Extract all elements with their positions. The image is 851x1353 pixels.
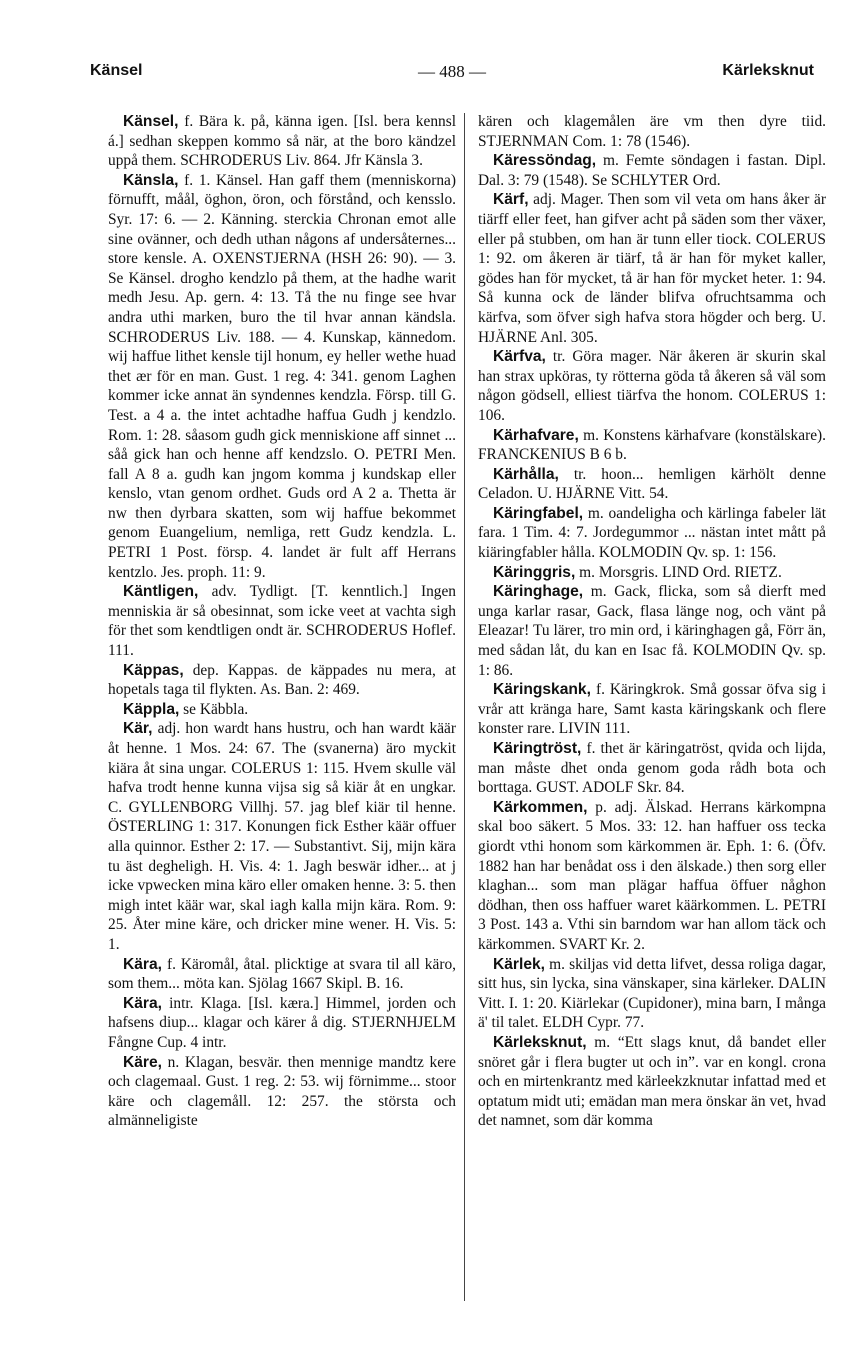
entry-body: m. oandeligha och kärlinga fabeler lät fara. 1 Tim. 4: 7. Jordegummor ... nästan intet mått på kiäringfabler hålla. KOLMODIN Qv. sp. 1: 156. bbox=[478, 504, 826, 562]
right-column bbox=[478, 112, 826, 1312]
dictionary-entry bbox=[108, 994, 456, 1053]
dictionary-entry bbox=[108, 171, 456, 582]
entry-body: m. Konstens kärhafvare (konstälskare). FRANCKENIUS B 6 b. bbox=[478, 426, 826, 464]
dictionary-entry bbox=[478, 190, 826, 347]
entry-body: adv. Tydligt. [T. kenntlich.] Ingen menniskia är så obesinnat, som icke veet at vachta sigh för thet som kendtligen ondt är. SCHRODERUS Hoflef. 111. bbox=[108, 583, 456, 660]
entry-body: m. “Ett slags knut, då bandet eller snöret går i flera bugter ut och in”. var en kongl. crona och en mirtenkrantz med kärleekzknutar infattad med et optatum midt uti; emädan man mera önskar än vet, hvad det namnet, som där komma bbox=[478, 1033, 826, 1130]
header-left-guideword: Känsel bbox=[90, 62, 143, 79]
dictionary-entry bbox=[108, 700, 456, 720]
entry-body: f. thet är käringatröst, qvida och lijda, man måste dhet onda genom goda rådh bota och borttaga. GUST. ADOLF Skr. 84. bbox=[478, 740, 826, 797]
headword: Kärlek, bbox=[493, 955, 546, 973]
dictionary-entry bbox=[478, 739, 826, 798]
headword: Käppas, bbox=[123, 661, 184, 679]
entry-body: m. skiljas vid detta lifvet, dessa roliga dagar, sitt hus, sin lycka, sina vänskaper, sina kärleker. DALIN Vitt. I. 1: 20. Kiärlekar (Cupidoner), mina barn, I många ä' til talet. ELDH Cypr. 77. bbox=[478, 955, 826, 1032]
entry-body: intr. Klaga. [Isl. kæra.] Himmel, jorden och hafsens diup... klagar och kärer å dig. STJERNHJELM Fångne Cup. 4 intr. bbox=[108, 994, 456, 1051]
entry-body: f. Käringkrok. Små gossar öfva sig i vrår att kränga hare, Samt kasta käringskank och flere konster rare. LIVIN 111. bbox=[478, 681, 826, 738]
left-column bbox=[108, 112, 456, 1312]
dictionary-entry bbox=[108, 661, 456, 700]
headword: Kärf, bbox=[493, 191, 529, 209]
entry-body: dep. Kappas. de käppades nu mera, at hopetals taga til flykten. As. Ban. 2: 469. bbox=[108, 661, 456, 699]
page-header bbox=[90, 62, 814, 92]
dictionary-entry bbox=[478, 563, 826, 583]
headword: Känsel, bbox=[123, 113, 179, 130]
dictionary-entry bbox=[478, 504, 826, 563]
headword: Kära, bbox=[123, 955, 163, 973]
dictionary-entry-continuation bbox=[478, 112, 826, 151]
entry-body: adj. Mager. Then som vil veta om hans åker är tiärff eller feet, han gifver acht på säden som ther växer, eller på stubben, om han är tunn eller tiock. COLERUS 1: 92. om åkeren är tiärf, tå är han för myket kaller, gödes han för mycket, tå är han för mycket heter. 1: 94. Så kunna ock de länder blifva ofruchtsamma och kärfva, som öfver sigh hafva stora högder och berg. U. HJÄRNE Anl. 305. bbox=[478, 191, 826, 346]
entry-body: m. Morsgris. LIND Ord. RIETZ. bbox=[575, 563, 782, 581]
headword: Känsla, bbox=[123, 171, 179, 189]
page-number: — 488 — bbox=[418, 62, 486, 81]
dictionary-entry bbox=[478, 465, 826, 504]
headword: Kärkommen, bbox=[493, 798, 588, 816]
headword: Käringfabel, bbox=[493, 504, 584, 522]
entry-body: f. Bära k. på, känna igen. [Isl. bera kennsl á.] sedhan skeppen kommo så när, at the boro kändzel uppå them. SCHRODERUS Liv. 864. Jfr Känsla 3. bbox=[108, 113, 456, 170]
headword: Kärhålla, bbox=[493, 465, 559, 483]
dictionary-entry bbox=[108, 112, 456, 171]
header-right-guideword: Kärleksknut bbox=[722, 62, 814, 79]
headword: Käringgris, bbox=[493, 563, 576, 581]
entry-body: kären och klagemålen äre vm then dyre tiid. STJERNMAN Com. 1: 78 (1546). bbox=[478, 113, 826, 150]
dictionary-entry bbox=[108, 955, 456, 994]
dictionary-entry bbox=[478, 955, 826, 1033]
dictionary-entry bbox=[478, 680, 826, 739]
headword: Käringskank, bbox=[493, 681, 591, 699]
headword: Käressöndag, bbox=[493, 152, 597, 170]
dictionary-entry bbox=[478, 798, 826, 955]
entry-body: tr. Göra mager. När åkeren är skurin skal han strax upköras, ty rötterna göda tå åkeren så väl som någon gödsell, elliest tiärfva the honom. COLERUS 1: 106. bbox=[478, 348, 826, 424]
dictionary-entry bbox=[478, 151, 826, 190]
entry-body: adj. hon wardt hans hustru, och han wardt käär åt henne. 1 Mos. 24: 67. The (svanerna) äro myckit kiära åt sina ungar. COLERUS 1: 115. Hvem skulle väl hafva trodt henne kunna vijsa sig så kiär åt en ungkar. C. GYLLENBORG Villhj. 57. jag blef kiär til henne. ÖSTERLING 1: 317. Konungen fick Esther käär offuer alla quinnor. Esther 2: 17. — Substantivt. Sij, mijn kära tu äst degheligh. H. Vis. 4: 1. Jagh beswär idher... at j icke vpwecken mina käro eller omaken henne. 3: 5. then migh intet käär war, skal iagh kalla mijn kära. Rom. 9: 25. Åter mine käre, och dricker mine wener. H. Vis. 5: 1. bbox=[108, 720, 456, 953]
entry-body: n. Klagan, besvär. then mennige mandtz kere och clagemaal. Gust. 1 reg. 2: 53. wij förnimme... stoor käre och clagemåll. 12: 257. the största och almänneligiste bbox=[108, 1053, 456, 1130]
dictionary-entry bbox=[478, 426, 826, 465]
headword: Käre, bbox=[123, 1053, 163, 1071]
dictionary-entry bbox=[108, 582, 456, 660]
dictionary-entry bbox=[108, 719, 456, 954]
headword: Käntligen, bbox=[123, 583, 199, 601]
entry-body: m. Femte söndagen i fastan. Dipl. Dal. 3: 79 (1548). Se SCHLYTER Ord. bbox=[478, 152, 826, 189]
column-divider bbox=[464, 113, 465, 1301]
entry-body: p. adj. Älskad. Herrans kärkompna skal boo säkert. 5 Mos. 33: 12. han haffuer oss tecka giordt vthi honom som kärkommen är. Eph. 1: 6. (Öfv. 1882 han har benådat oss i den älskade.) then sorg eller klaghan... som man plägar haffua öffuer någhon dödhan, then oss haffuer waret käärkommen. L. PETRI 3 Post. 143 a. Vthi sin barndom war han allom täck och kärkommen. SVART Kr. 2. bbox=[478, 798, 826, 953]
headword: Kärhafvare, bbox=[493, 426, 579, 444]
entry-body: f. 1. Känsel. Han gaff them (menniskorna) förnufft, måål, öghon, öron, och förstånd, och kensslo. Syr. 17: 6. — 2. Känning. sterckia Chronan emot alle sine ovänner, och dedh uthan någons af undersåternes... store kensle. A. OXENSTJERNA (HSH 26: 90). — 3. Se Känsel. drogho kendzlo på them, at the hadhe warit medh Jesu. Ap. gern. 4: 13. Tå the nu finge see hvar andra uthi marken, buro the til hvar annan kändsla. SCHRODERUS Liv. 188. — 4. Kunskap, kännedom. wij haffue lithet kensle tijl honum, ey heller wethe huad thet ær för en man. Gust. 1 reg. 4: 341. genom Laghen kommer icke annat än syndennes kendzla. Försp. till G. Test. a 4 a. the intet achtadhe haffua Gudh j kendzlo. Rom. 1: 28. såasom gudh gick menniskione aff sinnet ... såå gick han och henne aff kendzslo. O. PETRI Men. fall A 8 a. gudh kan jngom komma j kundskap eller kenslo, vtan genom ordhet. Guds ord A 2 a. Thetta är nw then dyrbara skatten, som wij haffue bekommet genom Euangelium, nemliga, rett Gudz kendzla. L. PETRI 1 Post. försp. 4. landet är fult aff Herrans kentzlo. Jes. proph. 11: 9. bbox=[108, 171, 456, 581]
headword: Käringhage, bbox=[493, 583, 584, 601]
dictionary-entry bbox=[108, 1053, 456, 1131]
headword: Käppla, bbox=[123, 700, 180, 718]
entry-body: se Käbbla. bbox=[179, 700, 249, 718]
headword: Käringtröst, bbox=[493, 740, 582, 757]
headword: Kär, bbox=[123, 720, 153, 738]
headword: Kära, bbox=[123, 994, 163, 1012]
headword: Kärleksknut, bbox=[493, 1033, 587, 1051]
dictionary-entry bbox=[478, 347, 826, 425]
headword: Kärfva, bbox=[493, 348, 546, 366]
dictionary-entry bbox=[478, 1033, 826, 1131]
entry-body: f. Käromål, åtal. plicktige at svara til all käro, som them... möta kan. Sjölag 1667 Skipl. B. 16. bbox=[108, 955, 456, 993]
entry-body: tr. hoon... hemligen kärhölt denne Celadon. U. HJÄRNE Vitt. 54. bbox=[478, 465, 826, 503]
entry-body: m. Gack, flicka, som så dierft med unga karlar rasar, Gack, flasa länge nog, och vänt på Eleazar! Tu lärer, tro min ord, i käringhagen gå, Förr än, med sådan låt, du kan en Isac få. KOLMODIN Qv. sp. 1: 86. bbox=[478, 583, 826, 679]
dictionary-entry bbox=[478, 582, 826, 680]
